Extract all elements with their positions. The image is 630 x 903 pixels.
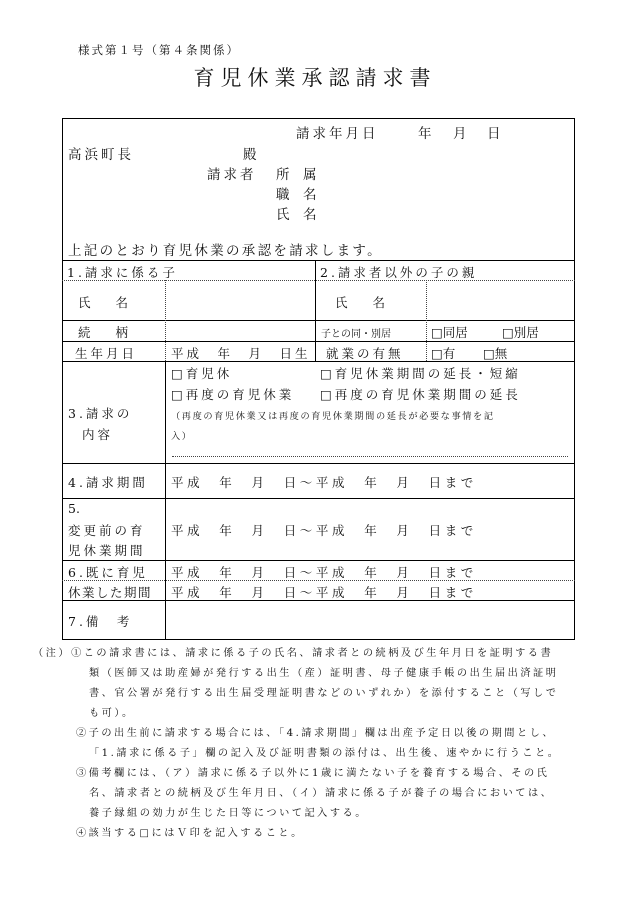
- section6-label-line2: 休業した期間: [68, 585, 153, 600]
- cohabit-option-together[interactable]: □同居: [431, 325, 468, 340]
- section7-label: 7.備 考: [68, 614, 133, 629]
- option-repeat-leave[interactable]: □再度の育児休業: [171, 387, 295, 402]
- cohabit-option-separate[interactable]: □別居: [502, 325, 539, 340]
- option-childcare-leave[interactable]: □育児休: [171, 366, 233, 381]
- honorific: 殿: [243, 147, 257, 163]
- affiliation-label: 所 属: [276, 167, 317, 183]
- note-1-line-2: 類（医師又は助産婦が発行する出生（産）証明書、母子健康手帳の出生届出済証明: [89, 668, 559, 679]
- section4-label: 4.請求期間: [68, 475, 148, 490]
- birth-label: 生年月日: [75, 346, 138, 361]
- child-name-label: 氏 名: [78, 295, 129, 310]
- section3-label-line2: 内容: [82, 427, 114, 442]
- request-statement: 上記のとおり育児休業の承認を請求します。: [68, 243, 383, 259]
- previous-period: 平成 年 月 日～平成 年 月 日まで: [171, 523, 477, 538]
- note-4-line-1: ④該当する□にはＶ印を記入すること。: [76, 828, 304, 839]
- work-option-yes[interactable]: □有: [431, 346, 456, 361]
- request-day: 日: [487, 126, 501, 142]
- other-parent-name-label: 氏 名: [335, 295, 386, 310]
- note-3-line-3: 養子縁組の効力が生じた日等について記入する。: [89, 808, 368, 819]
- note-3-line-2: 名、請求者との続柄及び生年月日、（イ）請求に係る子が養子の場合においては、: [89, 788, 554, 799]
- section5-label-line3: 児休業期間: [68, 543, 146, 558]
- note-1-line-3: 書、官公署が発行する出生届受理証明書などのいずれか）を添付すること（写しで: [89, 688, 559, 699]
- section3-note-line2: 入）: [171, 431, 193, 442]
- request-date-label: 請求年月日: [296, 126, 379, 142]
- taken-period-2: 平成 年 月 日～平成 年 月 日まで: [171, 585, 477, 600]
- request-period: 平成 年 月 日～平成 年 月 日まで: [171, 475, 477, 490]
- addressee: 高浜町長: [68, 147, 134, 163]
- note-2-line-2: 「1.請求に係る子」欄の記入及び証明書類の添付は、出生後、速やかに行うこと。: [89, 748, 561, 759]
- section1-header: 1.請求に係る子: [67, 265, 178, 280]
- notes-block: [33, 644, 560, 844]
- section3-note-line1: （再度の育児休業又は再度の育児休業期間の延長が必要な事情を記: [171, 411, 495, 422]
- request-year: 年: [418, 126, 432, 142]
- birth-value: 平成 年 月 日生: [171, 346, 311, 361]
- requester-name-label: 氏 名: [276, 207, 317, 223]
- work-option-no[interactable]: □無: [483, 346, 508, 361]
- option-extend-shorten[interactable]: □育児休業期間の延長・短縮: [320, 366, 521, 381]
- position-label: 職 名: [276, 187, 317, 203]
- form-code: 様式第１号（第４条関係）: [78, 43, 240, 57]
- note-2-line-1: ②子の出生前に請求する場合には、「4.請求期間」欄は出産予定日以後の期間とし、: [76, 728, 556, 739]
- section6-label-line1: 6.既に育児: [68, 565, 148, 580]
- note-1-line-4: も可）。: [89, 708, 135, 719]
- requester-label: 請求者: [207, 167, 257, 183]
- notes-lead: （注）: [33, 648, 72, 659]
- section3-label-line1: 3.請求の: [68, 406, 133, 421]
- taken-period-1: 平成 年 月 日～平成 年 月 日まで: [171, 565, 477, 580]
- document-title: 育児休業承認請求書: [193, 66, 437, 90]
- section5-label-line1: 5.: [68, 501, 80, 516]
- section2-header: 2.請求者以外の子の親: [320, 265, 478, 280]
- work-label: 就業の有無: [326, 346, 404, 361]
- section5-label-line2: 変更前の育: [68, 523, 146, 538]
- cohabit-label: 子との同・別居: [321, 329, 391, 340]
- request-month: 月: [453, 126, 467, 142]
- relation-label: 続 柄: [78, 325, 129, 340]
- option-repeat-extend[interactable]: □再度の育児休業期間の延長: [320, 387, 521, 402]
- note-3-line-1: ③備考欄には、（ア）請求に係る子以外に1歳に満たない子を養育する場合、その氏: [76, 768, 550, 779]
- note-1-line-1: ①この請求書には、請求に係る子の氏名、請求者との続柄及び生年月日を証明する書: [71, 648, 554, 659]
